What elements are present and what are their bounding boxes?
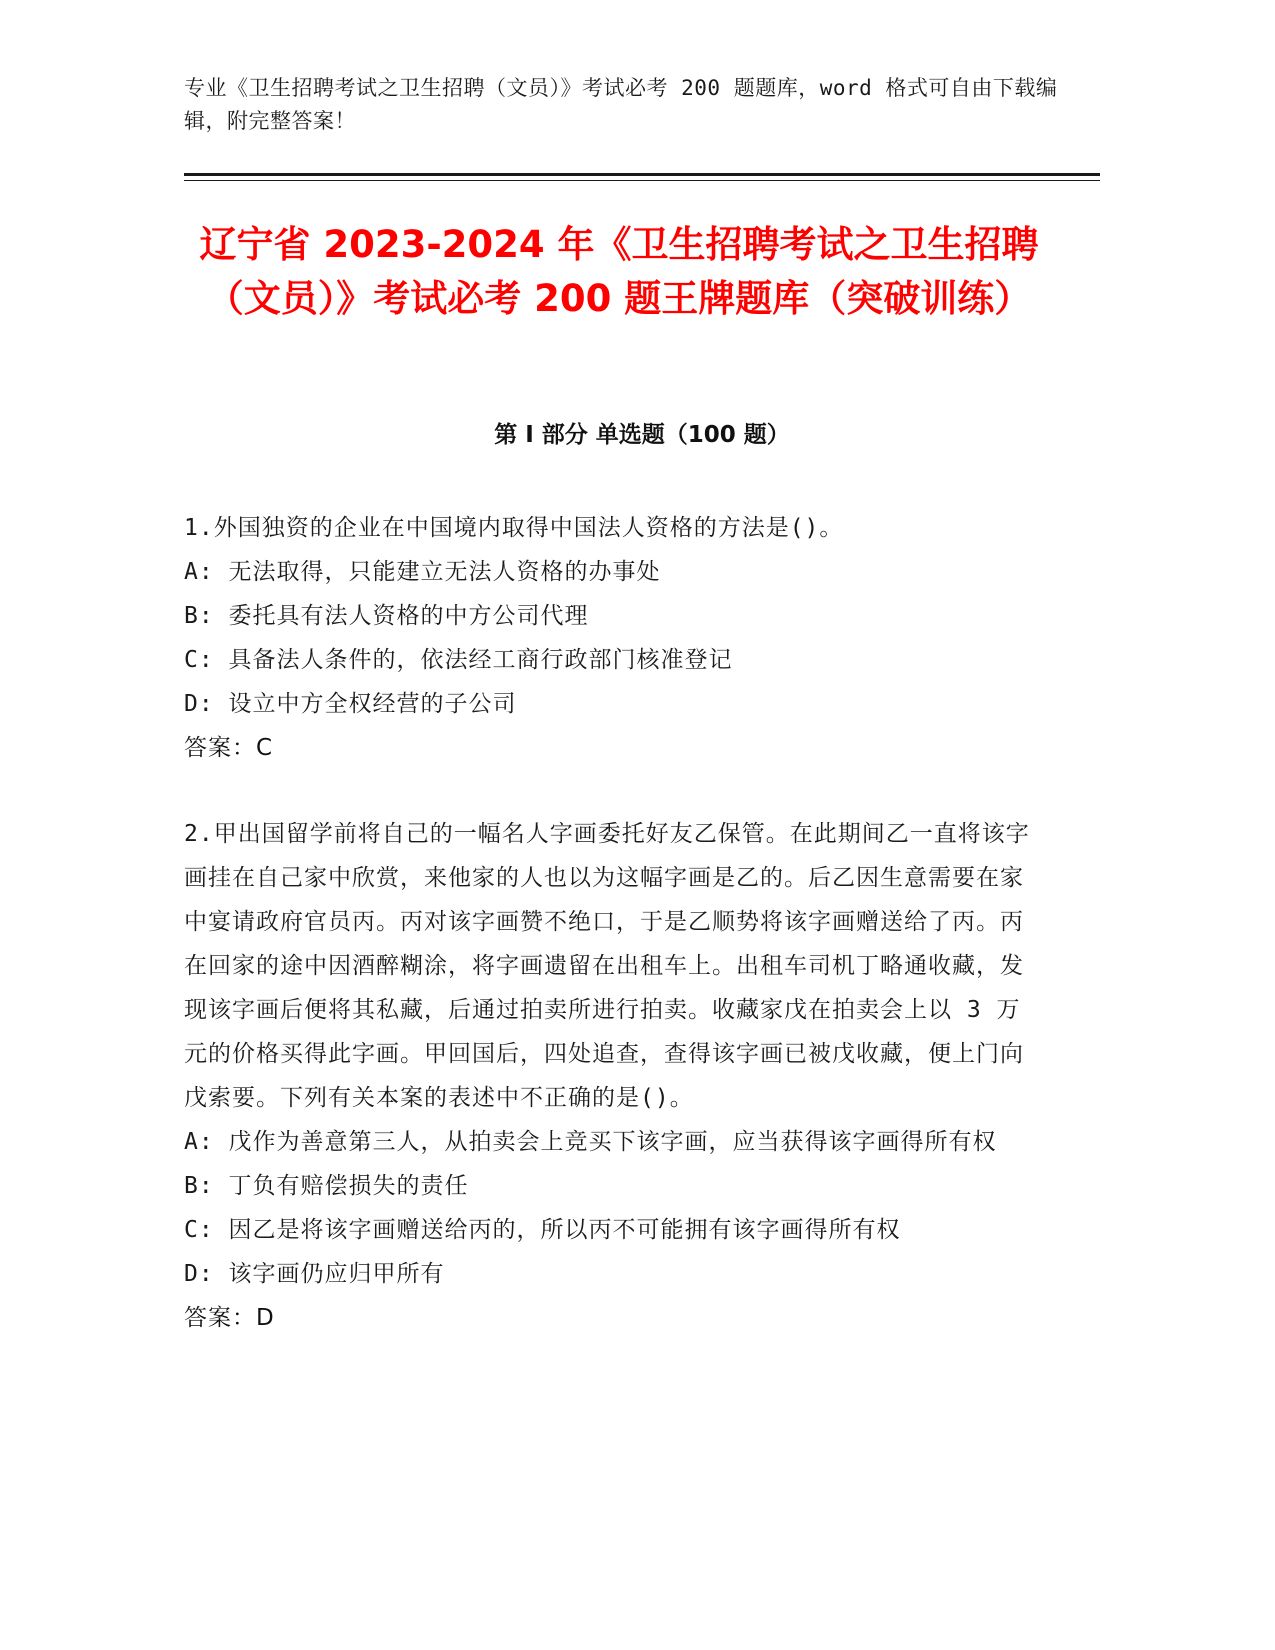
section-heading: 第 I 部分 单选题（100 题） xyxy=(494,422,790,448)
question-2 xyxy=(184,812,1044,1340)
option-b: B: 委托具有法人资格的中方公司代理 xyxy=(184,603,589,629)
option-d: D: 该字画仍应归甲所有 xyxy=(184,1261,445,1287)
header-rule-thick xyxy=(184,173,1100,176)
option-d: D: 设立中方全权经营的子公司 xyxy=(184,691,517,717)
question-stem: 1.外国独资的企业在中国境内取得中国法人资格的方法是()。 xyxy=(184,515,844,541)
document-title: 辽宁省 2023-2024 年《卫生招聘考试之卫生招聘（文员）》考试必考 200 题王牌题库（突破训练） xyxy=(199,223,1039,320)
header-rule-thin xyxy=(184,180,1100,181)
option-c: C: 具备法人条件的，依法经工商行政部门核准登记 xyxy=(184,647,733,673)
question-stem: 2.甲出国留学前将自己的一幅名人字画委托好友乙保管。在此期间乙一直将该字画挂在自己家中欣赏，来他家的人也以为这幅字画是乙的。后乙因生意需要在家中宴请政府官员丙。丙对该字画赞不绝口，于是乙顺势将该字画赠送给了丙。丙在回家的途中因酒醉糊涂，将字画遗留在出租车上。出租车司机丁略通收藏，发现该字画后便将其私藏，后通过拍卖所进行拍卖。收藏家戊在拍卖会上以 3 万元的价格买得此字画。甲回国后，四处追查，查得该字画已被戊收藏，便上门向戊索要。下列有关本案的表述中不正确的是()。 xyxy=(184,821,1030,1111)
question-1 xyxy=(184,506,1044,770)
option-a: A: 无法取得，只能建立无法人资格的办事处 xyxy=(184,559,661,585)
option-a: A: 戊作为善意第三人，从拍卖会上竞买下该字画，应当获得该字画得所有权 xyxy=(184,1129,997,1155)
option-b: B: 丁负有赔偿损失的责任 xyxy=(184,1173,469,1199)
answer: 答案：D xyxy=(184,1305,275,1331)
header-note: 专业《卫生招聘考试之卫生招聘（文员）》考试必考 200 题题库，word 格式可自由下载编辑，附完整答案！ xyxy=(184,76,1058,133)
answer: 答案：C xyxy=(184,735,274,761)
option-c: C: 因乙是将该字画赠送给丙的，所以丙不可能拥有该字画得所有权 xyxy=(184,1217,901,1243)
